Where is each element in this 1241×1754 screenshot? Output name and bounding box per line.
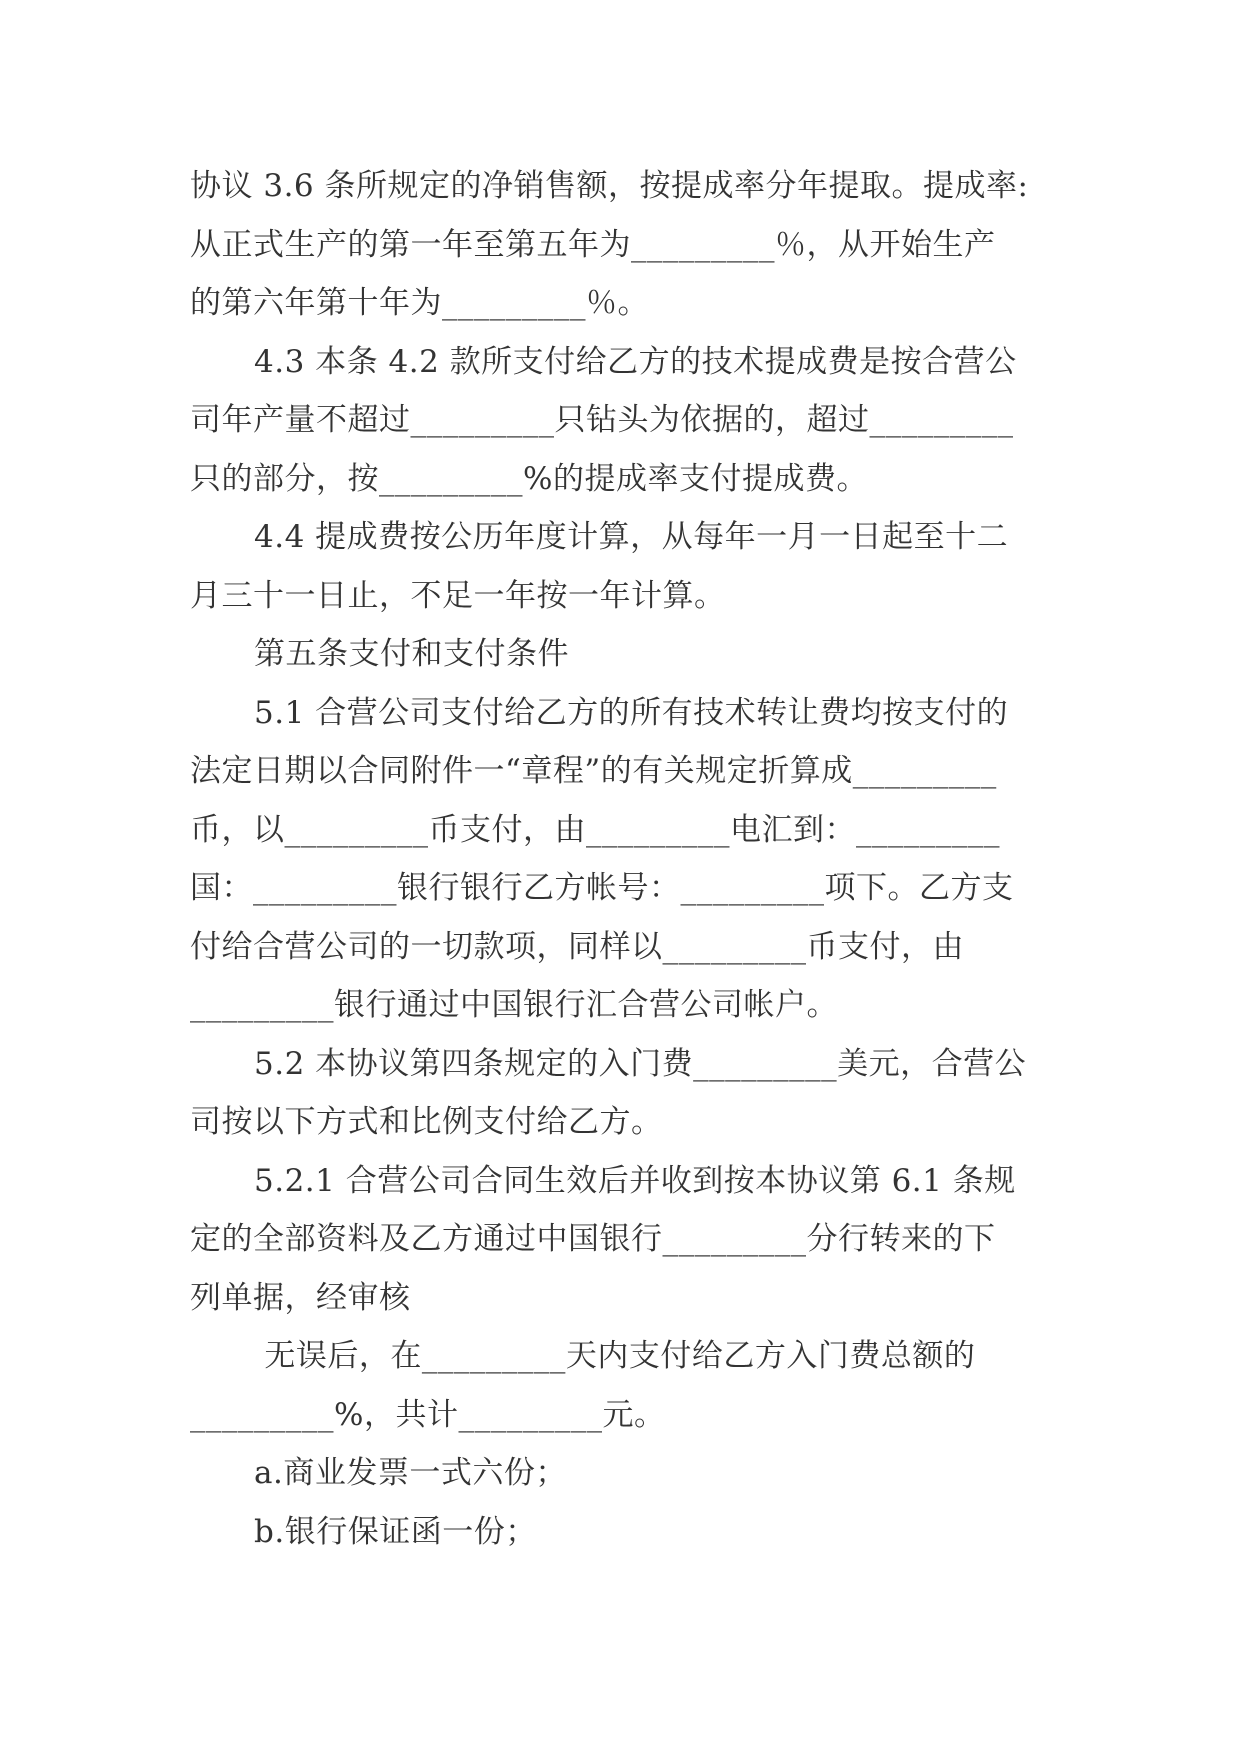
text-line: 法定日期以合同附件一“章程”的有关规定折算成_________ [190,753,997,789]
text-line: 4.4 提成费按公历年度计算，从每年一月一日起至十二 [254,519,1009,555]
text-line: 5.2 本协议第四条规定的入门费_________美元，合营公 [254,1045,1027,1082]
text-line: 付给合营公司的一切款项，同样以_________币支付，由 [190,928,964,965]
text-line: 协议 3.6 条所规定的净销售额，按提成率分年提取。提成率: [190,168,1029,204]
text-line: 无误后，在_________天内支付给乙方入门费总额的 [254,1338,976,1374]
text-line: 的第六年第十年为_________％。 [190,285,649,321]
text-line: 定的全部资料及乙方通过中国银行_________分行转来的下 [190,1221,996,1257]
text-line: 月三十一日止，不足一年按一年计算。 [190,577,726,614]
list-item: b.银行保证函一份； [254,1513,537,1550]
text-line: 国：_________银行银行乙方帐号：_________项下。乙方支 [190,870,1014,906]
text-line: 5.1 合营公司支付给乙方的所有技术转让费均按支付的 [254,694,1009,731]
document-body [190,157,1050,1561]
text-line: _________银行通过中国银行汇合营公司帐户。 [190,987,838,1023]
list-item: a.商业发票一式六份； [254,1455,567,1491]
section-heading: 第五条支付和支付条件 [254,636,569,672]
text-line: _________%，共计_________元。 [190,1396,666,1433]
text-line: 币，以_________币支付，由_________电汇到：_________ [190,811,1000,848]
text-line: 只的部分，按_________%的提成率支付提成费。 [190,460,868,497]
text-line: 列单据，经审核 [190,1279,411,1316]
text-line: 司年产量不超过_________只钻头为依据的，超过_________ [190,402,1014,438]
text-line: 司按以下方式和比例支付给乙方。 [190,1104,663,1140]
text-line: 从正式生产的第一年至第五年为_________％，从开始生产 [190,226,996,263]
text-line: 4.3 本条 4.2 款所支付给乙方的技术提成费是按合营公 [254,343,1017,380]
text-line: 5.2.1 合营公司合同生效后并收到按本协议第 6.1 条规 [254,1162,1016,1199]
